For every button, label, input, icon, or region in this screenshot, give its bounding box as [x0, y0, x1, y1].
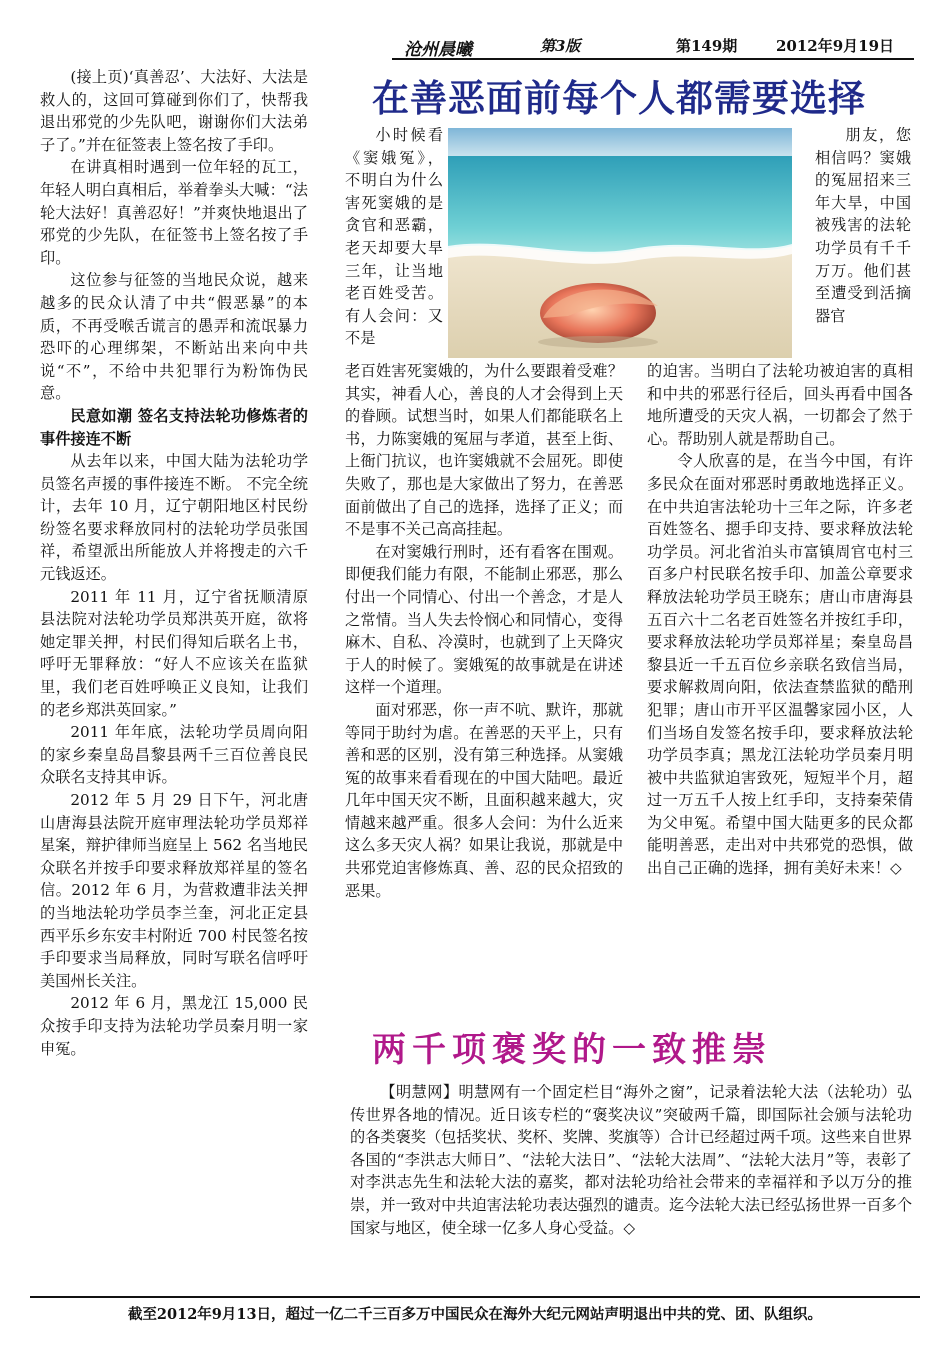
left-column	[40, 66, 308, 1060]
article-paragraph: 朋友，您相信吗？窦娥的冤屈招来三年大旱，中国被残害的法轮功学员有千千万万。他们甚至遭受到活摘器官	[815, 126, 911, 325]
page-label: 第3版	[540, 37, 581, 55]
article2-paragraph: 【明慧网】明慧网有一个固定栏目“海外之窗”，记录着法轮大法（法轮功）弘传世界各地的情况。近日该专栏的“褒奖决议”突破两千篇，即国际社会颁与法轮功的各类褒奖（包括奖状、奖杯、奖牌、奖旗等）合计已经超过两千项。这些来自世界各国的“李洪志大师日”、“法轮大法日”、“法轮大法周”、“法轮大法月”等，表彰了对李洪志先生和法轮大法的嘉奖，都对法轮功给社会带来的幸福祥和予以万分的推崇，并一致对中共迫害法轮功表达强烈的谴责。迄今法轮大法已经弘扬世界一百多个国家与地区，使全球一亿多人身心受益。◇	[350, 1083, 912, 1237]
article-paragraph: 小时候看《窦娥冤》，不明白为什么害死窦娥的是贪官和恶霸，老天却要大旱三年，让当地老百姓受苦。有人会问：又不是	[345, 126, 443, 348]
footer-note: 截至2012年9月13日，超过一亿二千三百多万中国民众在海外大纪元网站声明退出中共的党、团、队组织。	[127, 1306, 823, 1323]
article-wrap-right	[815, 124, 911, 327]
footer-rule	[30, 1296, 920, 1298]
article2-body	[350, 1081, 912, 1239]
article-paragraph: 面对邪恶，你一声不吭、默许，那就等同于助纣为虐。在善恶的天平上，只有善和恶的区别，没有第三种选择。从窦娥冤的故事来看看现在的中国大陆吧。最近几年中国天灾不断，且面积越来越大，灾情越来越严重。很多人会问：为什么近来这么多天灾人祸？如果让我说，那就是中共邪党迫害修炼真、善、忍的民众招致的恶果。	[345, 700, 623, 900]
left-paragraph: 2011 年年底，法轮功学员周向阳的家乡秦皇岛昌黎县两千三百位善良民众联名支持其申诉。	[40, 723, 308, 787]
left-paragraph: 从去年以来，中国大陆为法轮功学员签名声援的事件接连不断。 不完全统计，去年 10 月，辽宁朝阳地区村民纷纷签名要求释放同村的法轮功学员张国祥，希望派出所能放人并将搜走的六千元钱返还。	[40, 452, 308, 584]
article2-title: 两千项褒奖的一致推崇	[372, 1030, 772, 1070]
article-paragraph: 在对窦娥行刑时，还有看客在围观。即便我们能力有限，不能制止邪恶，那么付出一个同情心、付出一个善念，才是人之常情。当人失去怜悯心和同情心，变得麻木、自私、冷漠时，也就到了上天降灾于人的时候了。窦娥冤的故事就是在讲述这样一个道理。	[345, 542, 623, 697]
header-rule	[392, 58, 914, 60]
paper-name: 沧州晨曦	[404, 40, 472, 60]
page-header	[392, 33, 914, 60]
left-paragraph: 在讲真相时遇到一位年轻的瓦工，年轻人明白真相后，举着拳头大喊：“法轮大法好！真善忍好！”并爽快地退出了邪党的少先队，在征签书上签名按了手印。	[40, 158, 308, 267]
left-paragraph: (接上页)‘真善忍’、大法好、大法是救人的，这回可算碰到你们了，快帮我退出邪党的少先队吧，谢谢你们大法弟子了。”并在征签表上签名按了手印。	[40, 68, 308, 154]
article-right-column	[647, 360, 913, 880]
section-heading: 民意如潮 签名支持法轮功修炼者的事件接连不断	[40, 406, 308, 448]
article-paragraph: 的迫害。当明白了法轮功被迫害的真相和中共的邪恶行径后，回头再看中国各地所遭受的天灾人祸，一切都会了然于心。帮助别人就是帮助自己。	[647, 362, 913, 448]
left-paragraph: 2011 年 11 月，辽宁省抚顺清原县法院对法轮功学员郑洪英开庭，欲将她定罪关押，村民们得知后联名上书，呼吁无罪释放：“好人不应该关在监狱里，我们老百姓呼唤正义良知，让我们的老乡郑洪英回家。”	[40, 587, 308, 719]
left-paragraph: 这位参与征签的当地民众说，越来越多的民众认清了中共“假恶暴”的本质，不再受喉舌谎言的愚弄和流氓暴力恐吓的心理绑架，不断站出来向中共说“不”，不给中共犯罪行为粉饰伪民意。	[40, 271, 308, 403]
article-paragraph: 令人欣喜的是，在当今中国，有许多民众在面对邪恶时勇敢地选择正义。在中共迫害法轮功十三年之际，许多老百姓签名、摁手印支持、要求释放法轮功学员。河北省泊头市富镇周官屯村三百多户村民联名按手印、加盖公章要求释放法轮功学员王晓东；唐山市唐海县五百六十二名老百姓签名并按红手印，要求释放法轮功学员郑祥星；秦皇岛昌黎县近一千五百位乡亲联名致信当局，要求解救周向阳，依法查禁监狱的酷刑犯罪；唐山市开平区温馨家园小区，人们当场自发签名按手印，要求释放法轮功学员李真；黑龙江法轮功学员秦月明被中共监狱迫害致死，短短半个月，超过一万五千人按上红手印，支持秦荣倩为父申冤。希望中国大陆更多的民众都能明善恶，走出对中共邪党的恐惧，做出自己正确的选择，拥有美好未来！◇	[647, 452, 913, 878]
article-wrap-left	[345, 124, 443, 350]
left-paragraph: 2012 年 6 月，黑龙江 15,000 民众按手印支持为法轮功学员秦月明一家申冤。	[40, 994, 308, 1058]
left-paragraph: 2012 年 5 月 29 日下午，河北唐山唐海县法院开庭审理法轮功学员郑祥星案，辩护律师当庭呈上 562 名当地民众联名并按手印要求释放郑祥星的签名信。2012 年 6 月，为营救遭非法关押的当地法轮功学员李兰奎，河北正定县西平乐乡东安丰村附近 700 村民签名按手印要求当局释放，同时写联名信呼吁美国州长关注。	[40, 791, 308, 990]
issue-date: 2012年9月19日	[776, 37, 895, 55]
beach-shell-photo	[448, 128, 792, 358]
article-middle-column	[345, 360, 623, 902]
article-title: 在善恶面前每个人都需要选择	[372, 76, 866, 120]
article-paragraph: 老百姓害死窦娥的，为什么要跟着受难？其实，神看人心，善良的人才会得到上天的眷顾。试想当时，如果人们都能联名上书，力陈窦娥的冤屈与孝道，甚至上街、上衙门抗议，也许窦娥就不会屈死。即使失败了，那也是大家做出了努力，在善恶面前做出了自己的选择，选择了正义；而不是事不关己高高挂起。	[345, 362, 623, 539]
issue-number: 第149期	[676, 37, 738, 55]
